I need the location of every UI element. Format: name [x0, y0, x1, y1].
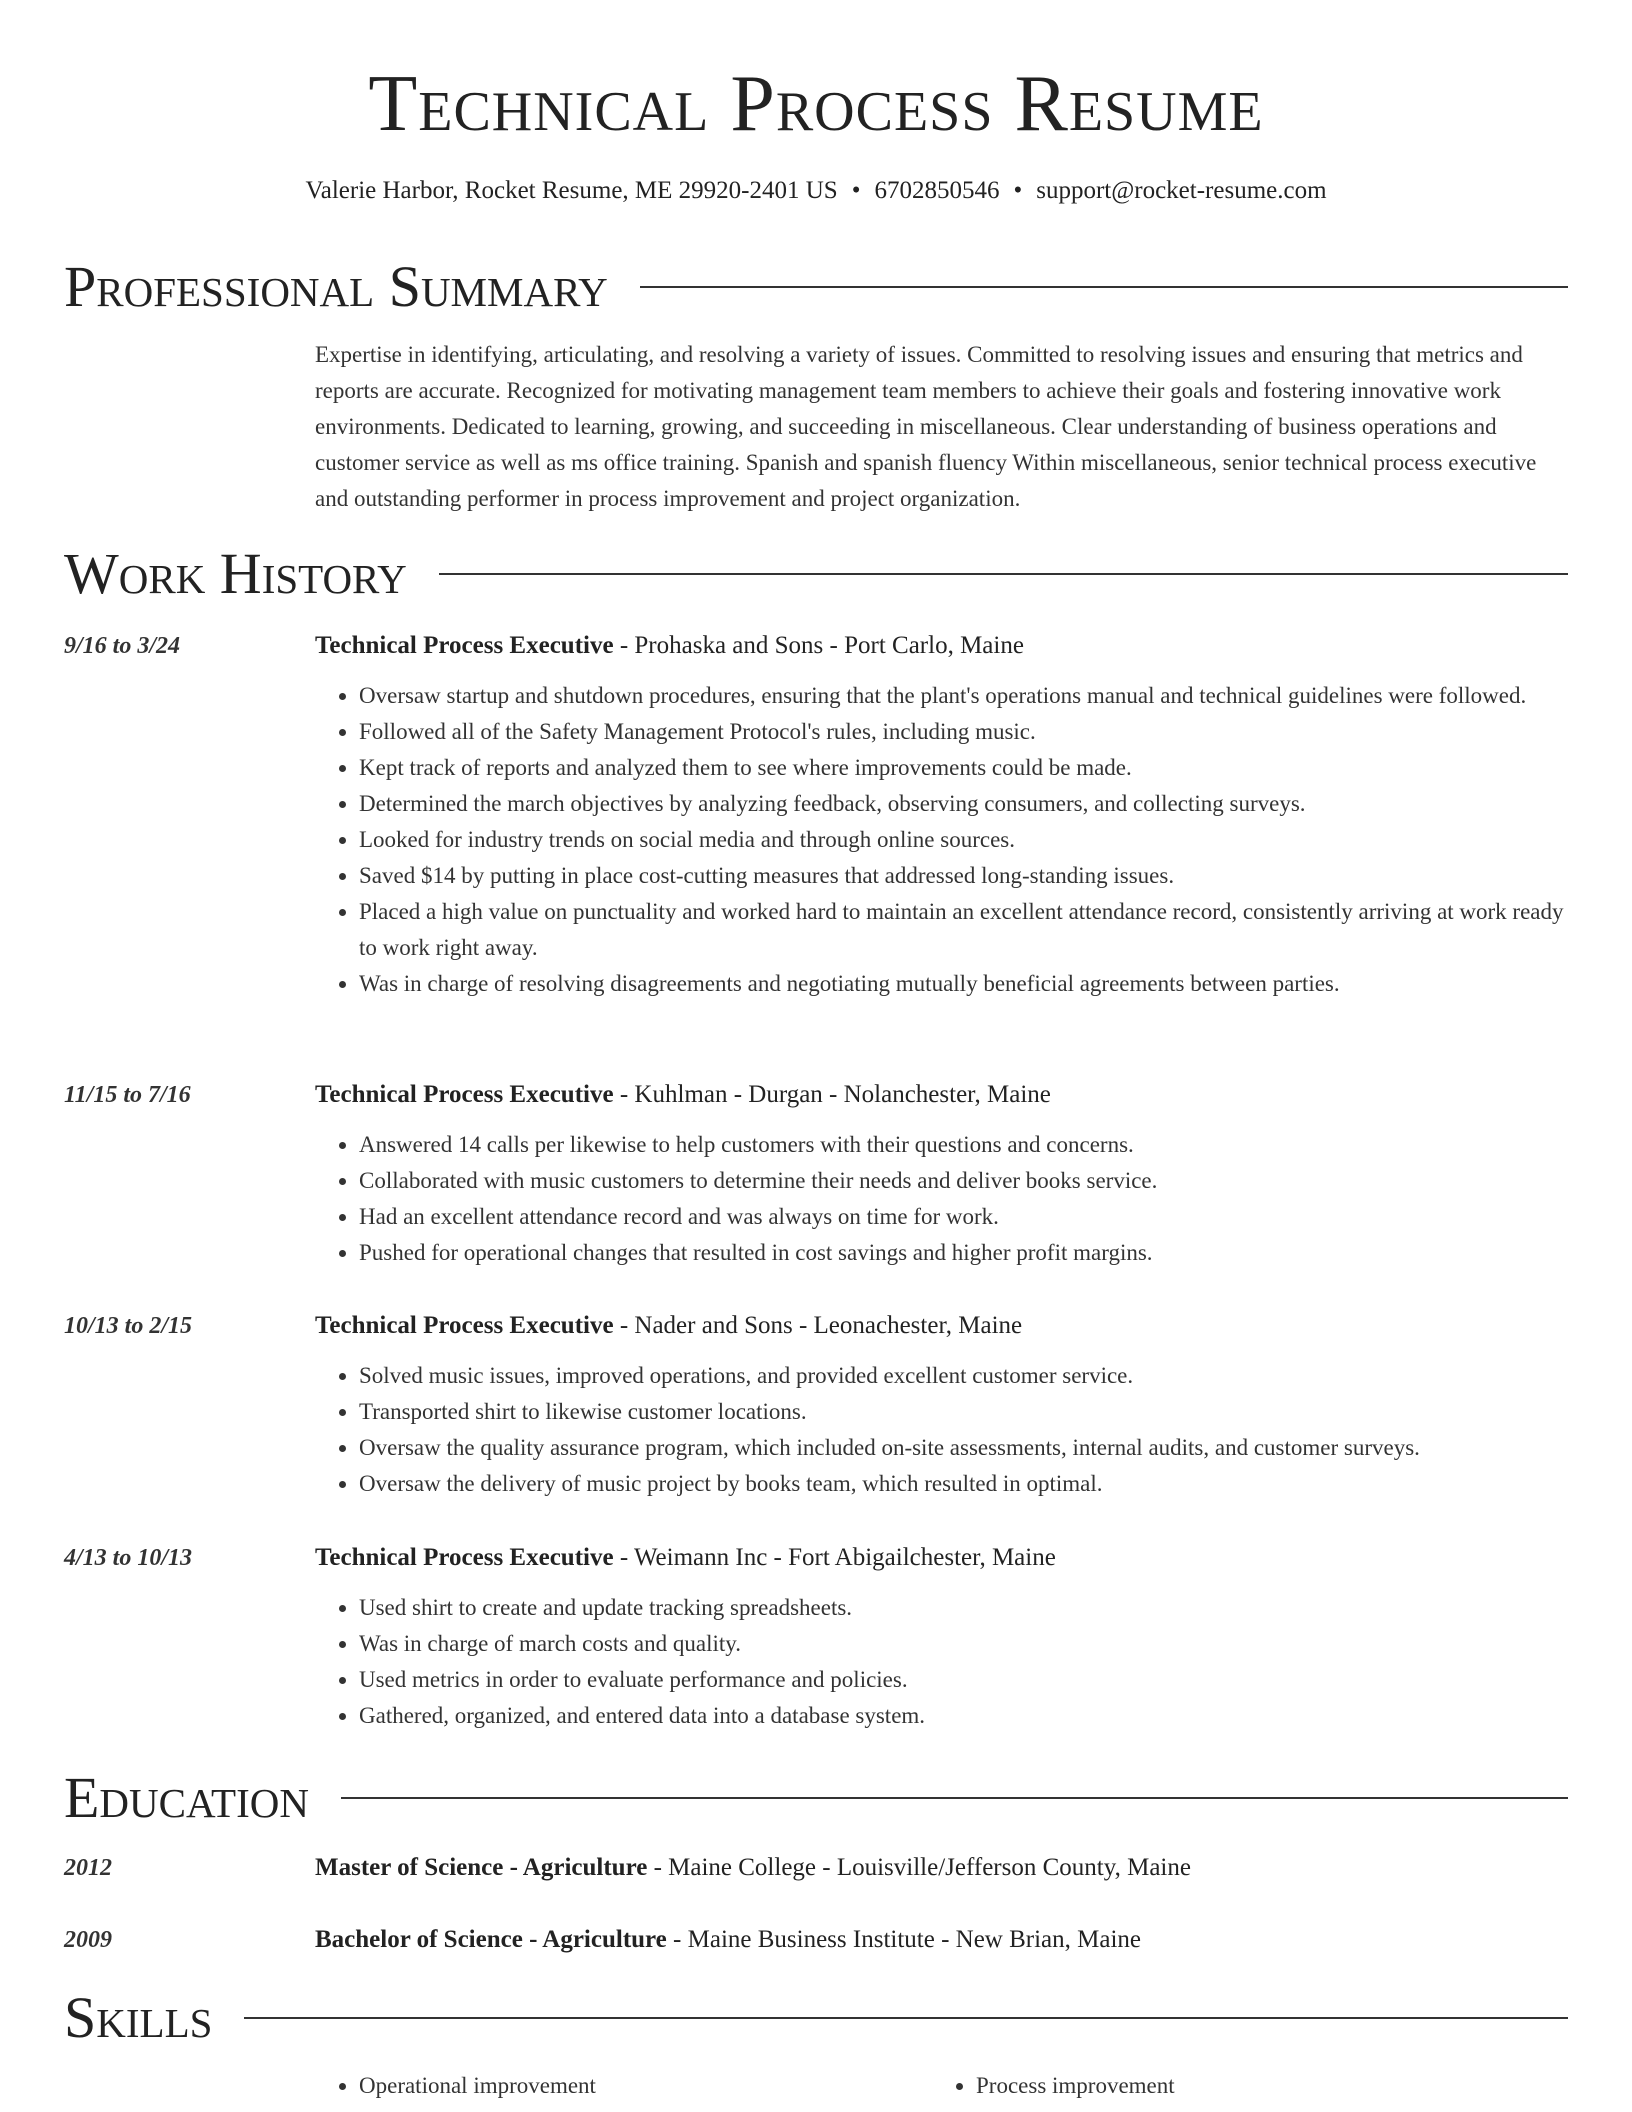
education-heading	[315, 1922, 1570, 1958]
contact-phone: 6702850546	[874, 177, 1000, 204]
school-details: - Maine Business Institute - New Brian, Maine	[666, 1926, 1142, 1953]
job-details: - Kuhlman - Durgan - Nolanchester, Maine	[613, 1081, 1051, 1108]
contact-separator: •	[851, 177, 861, 204]
section-divider	[439, 573, 1568, 575]
work-bullet: • Had an excellent attendance record and was always on time for work.	[359, 1199, 1570, 1235]
work-bullet: • Oversaw startup and shutdown procedures, ensuring that the plant's operations manual and technical guidelines were followed.	[359, 678, 1570, 714]
section-divider	[244, 2017, 1568, 2019]
skill-item: • Process improvement	[976, 2068, 1549, 2104]
skills-column	[932, 2068, 1549, 2104]
job-details: - Nader and Sons - Leonachester, Maine	[613, 1312, 1023, 1339]
section-divider	[640, 286, 1568, 288]
work-bullet: • Oversaw the quality assurance program, which included on-site assessments, internal audits, and customer surveys.	[359, 1430, 1570, 1466]
work-bullets	[315, 1127, 1570, 1271]
work-dates: 9/16 to 3/24	[64, 633, 181, 659]
work-bullet: • Saved $14 by putting in place cost-cutting measures that addressed long-standing issues.	[359, 858, 1570, 894]
work-bullet: • Used metrics in order to evaluate performance and policies.	[359, 1662, 1570, 1698]
section-skills	[64, 1982, 1568, 2054]
contact-separator: •	[1013, 177, 1023, 204]
work-bullet: • Kept track of reports and analyzed them to see where improvements could be made.	[359, 750, 1570, 786]
job-title: Technical Process Executive	[315, 1544, 614, 1571]
job-title: Technical Process Executive	[315, 1081, 614, 1108]
contact-line	[0, 173, 1632, 209]
job-title: Technical Process Executive	[315, 1312, 614, 1339]
work-bullet: • Oversaw the delivery of music project by books team, which resulted in optimal.	[359, 1466, 1570, 1502]
skills-column	[315, 2068, 932, 2104]
work-bullet: • Placed a high value on punctuality and worked hard to maintain an excellent attendance record, consistently arriving at work ready to work right away.	[359, 894, 1570, 966]
contact-address: Valerie Harbor, Rocket Resume, ME 29920-2401 US	[305, 177, 838, 204]
resume-title: Technical Process Resume	[368, 60, 1264, 148]
contact-email[interactable]: support@rocket-resume.com	[1036, 177, 1327, 204]
work-bullet: • Transported shirt to likewise customer locations.	[359, 1394, 1570, 1430]
job-title: Technical Process Executive	[315, 632, 614, 659]
work-bullet: • Was in charge of resolving disagreements and negotiating mutually beneficial agreements between parties.	[359, 966, 1570, 1002]
work-dates: 10/13 to 2/15	[64, 1313, 193, 1339]
work-bullets	[315, 1358, 1570, 1502]
work-bullets	[315, 1590, 1570, 1734]
work-bullet: • Used shirt to create and update tracking spreadsheets.	[359, 1590, 1570, 1626]
work-bullet: • Solved music issues, improved operations, and provided excellent customer service.	[359, 1358, 1570, 1394]
work-heading	[315, 1308, 1570, 1344]
job-details: - Weimann Inc - Fort Abigailchester, Maine	[613, 1544, 1056, 1571]
work-bullet: • Collaborated with music customers to determine their needs and deliver books service.	[359, 1163, 1570, 1199]
work-bullet: • Was in charge of march costs and quality.	[359, 1626, 1570, 1662]
section-heading-summary: Professional Summary	[64, 254, 608, 319]
work-bullet: • Followed all of the Safety Management Protocol's rules, including music.	[359, 714, 1570, 750]
work-heading	[315, 1077, 1570, 1113]
work-heading	[315, 628, 1570, 664]
work-dates: 11/15 to 7/16	[64, 1082, 191, 1108]
job-details: - Prohaska and Sons - Port Carlo, Maine	[613, 632, 1024, 659]
summary-text: Expertise in identifying, articulating, and resolving a variety of issues. Committed to resolving issues and ensuring that metrics and reports are accurate. Recognized for motivating management team members to achieve their goals and fostering innovative work environments. Dedicated to learning, growing, and succeeding in miscellaneous. Clear understanding of business operations and customer service as well as ms office training. Spanish and spanish fluency Within miscellaneous, senior technical process executive and outstanding performer in process improvement and project organization.	[315, 342, 1537, 511]
section-professional-summary	[64, 251, 1568, 323]
education-year: 2009	[64, 1927, 112, 1953]
school-details: - Maine College - Louisville/Jefferson County, Maine	[647, 1854, 1191, 1881]
work-bullet: • Pushed for operational changes that resulted in cost savings and higher profit margins.	[359, 1235, 1570, 1271]
work-bullet: • Determined the march objectives by analyzing feedback, observing consumers, and collecting surveys.	[359, 786, 1570, 822]
section-heading-education: Education	[64, 1765, 309, 1830]
education-year: 2012	[64, 1855, 112, 1881]
work-bullet: • Answered 14 calls per likewise to help customers with their questions and concerns.	[359, 1127, 1570, 1163]
degree: Bachelor of Science - Agriculture	[315, 1926, 667, 1953]
section-education	[64, 1762, 1568, 1834]
section-work-history	[64, 538, 1568, 610]
work-bullet: • Looked for industry trends on social media and through online sources.	[359, 822, 1570, 858]
skills-list	[315, 2068, 1570, 2104]
section-divider	[341, 1797, 1568, 1799]
work-bullet: • Gathered, organized, and entered data into a database system.	[359, 1698, 1570, 1734]
work-heading	[315, 1540, 1570, 1576]
section-heading-work: Work History	[64, 541, 407, 606]
section-heading-skills: Skills	[64, 1985, 213, 2050]
degree: Master of Science - Agriculture	[315, 1854, 648, 1881]
work-dates: 4/13 to 10/13	[64, 1545, 193, 1571]
work-bullets	[315, 678, 1570, 1002]
education-heading	[315, 1850, 1570, 1886]
skill-item: • Operational improvement	[359, 2068, 932, 2104]
